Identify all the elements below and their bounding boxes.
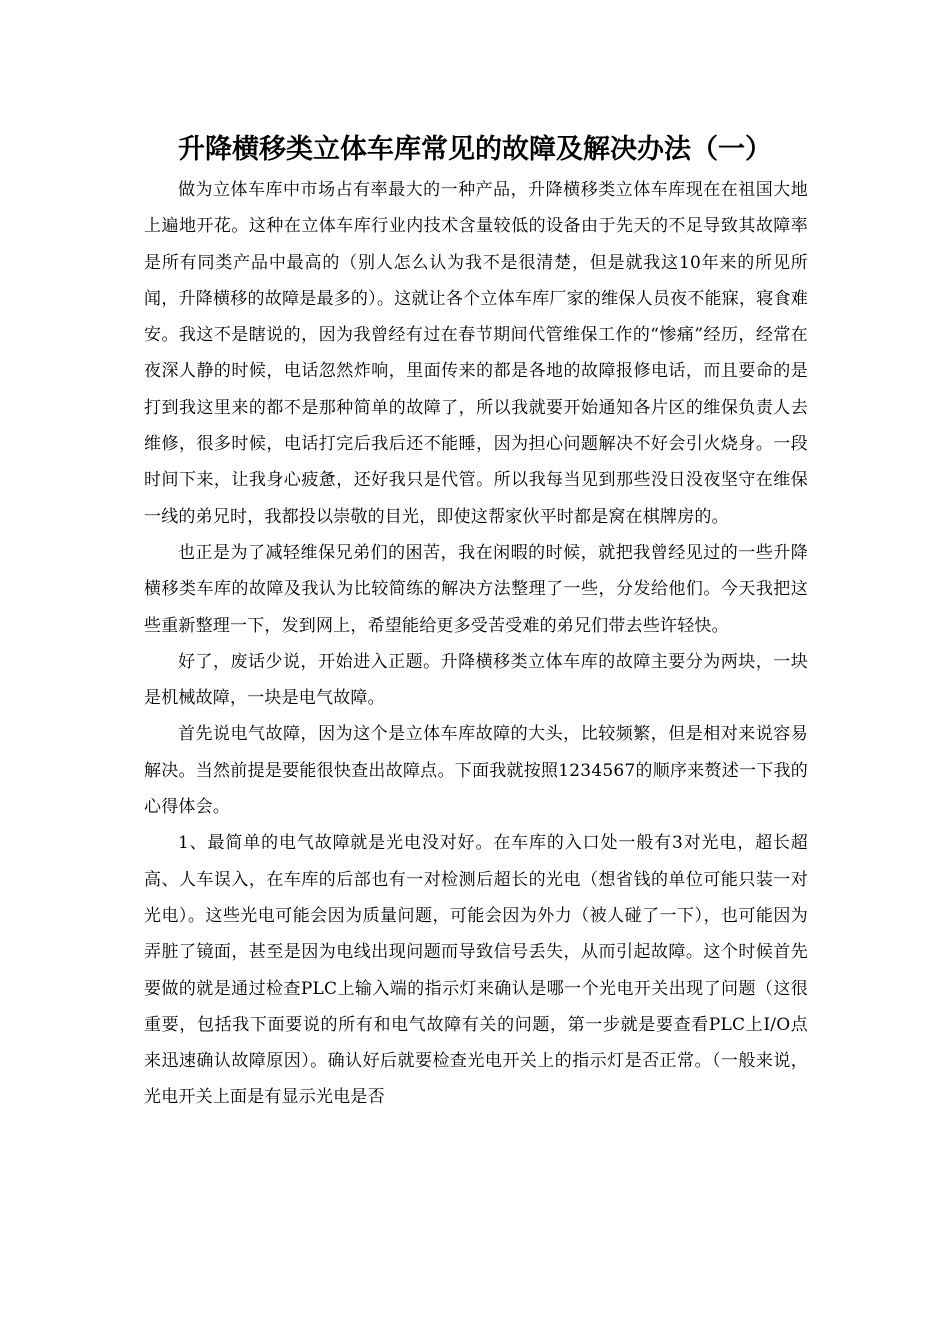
paragraph-electrical-intro: 首先说电气故障，因为这个是立体车库故障的大头，比较频繁，但是相对来说容易解决。当然前提是要能很快查出故障点。下面我就按照1234567的顺序来赘述一下我的心得体会。	[144, 724, 808, 818]
paragraph-fault-categories: 好了，废话少说，开始进入正题。升降横移类立体车库的故障主要分为两块，一块是机械故障，一块是电气故障。	[144, 651, 808, 709]
paragraph-intro: 做为立体车库中市场占有率最大的一种产品，升降横移类立体车库现在在祖国大地上遍地开花。这种在立体车库行业内技术含量较低的设备由于先天的不足导致其故障率是所有同类产品中最高的（别人怎么认为我不是很清楚，但是就我这10年来的所见所闻，升降横移的故障是最多的）。这就让各个立体车库厂家的维保人员夜不能寐，寝食难安。我这不是瞎说的，因为我曾经有过在春节期间代管维保工作的“惨痛”经历，经常在夜深人静的时候，电话忽然炸响，里面传来的都是各地的故障报修电话，而且要命的是打到我这里来的都不是那种简单的故障了，所以我就要开始通知各片区的维保负责人去维修，很多时候，电话打完后我后还不能睡，因为担心问题解决不好会引火烧身。一段时间下来，让我身心疲惫，还好我只是代管。所以我每当见到那些没日没夜坚守在维保一线的弟兄时，我都投以崇敬的目光，即使这帮家伙平时都是窝在棋牌房的。	[144, 180, 808, 527]
document-body	[144, 172, 808, 1116]
paragraph-item-1: 1、最简单的电气故障就是光电没对好。在车库的入口处一般有3对光电，超长超高、人车误入，在车库的后部也有一对检测后超长的光电（想省钱的单位可能只装一对光电）。这些光电可能会因为质量问题，可能会因为外力（被人碰了一下），也可能因为弄脏了镜面，甚至是因为电线出现问题而导致信号丢失，从而引起故障。这个时候首先要做的就是通过检查PLC上输入端的指示灯来确认是哪一个光电开关出现了问题（这很重要，包括我下面要说的所有和电气故障有关的问题，第一步就是要查看PLC上I/O点来迅速确认故障原因）。确认好后就要检查光电开关上的指示灯是否正常。（一般来说，光电开关上面是有显示光电是否	[144, 833, 808, 1108]
paragraph-motivation: 也正是为了减轻维保兄弟们的困苦，我在闲暇的时候，就把我曾经见过的一些升降横移类车库的故障及我认为比较简练的解决方法整理了一些，分发给他们。今天我把这些重新整理一下，发到网上，希望能给更多受苦受难的弟兄们带去些许轻快。	[144, 542, 808, 636]
document-title: 升降横移类立体车库常见的故障及解决办法（一）	[178, 134, 772, 165]
